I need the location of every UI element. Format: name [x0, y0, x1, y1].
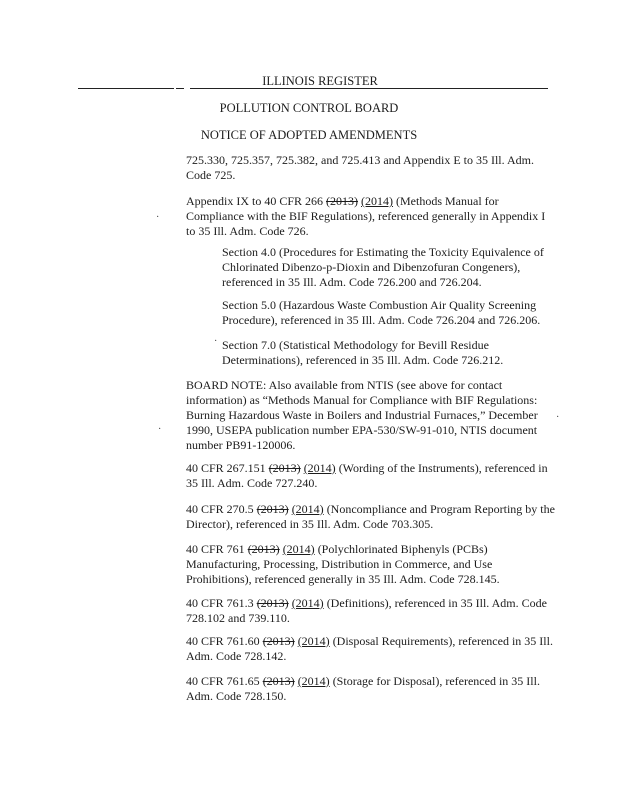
struck-year: (2013): [326, 194, 359, 208]
board-note: BOARD NOTE: Also available from NTIS (see above for contact information) as “Methods Manual for Compliance with BIF Regulations: Burning Hazardous Waste in Boilers and Industrial Furnaces,” December 1990, USEPA publication number EPA-530/SW-91-010, NTIS document number PB91-120006.: [186, 378, 538, 452]
paragraph-725: 725.330, 725.357, 725.382, and 725.413 and Appendix E to 35 Ill. Adm. Code 725.: [186, 153, 534, 182]
scan-speck: ·: [214, 336, 218, 347]
register-title: ILLINOIS REGISTER: [190, 74, 450, 89]
paragraph-761: 40 CFR 761 (2013) (2014) (Polychlorinated Biphenyls (PCBs) Manufacturing, Processing, Distribution in Commerce, and Use Prohibitions), referenced generally in 35 Ill. Adm. Code 728.145.: [186, 542, 500, 586]
scan-speck: ·: [556, 412, 560, 423]
new-year: (2014): [361, 194, 394, 208]
paragraph-761-3: 40 CFR 761.3 (2013) (2014) (Definitions), referenced in 35 Ill. Adm. Code 728.102 and 739.110.: [186, 596, 547, 625]
paragraph-appendix-ix: Appendix IX to 40 CFR 266 (2013) (2014) (Methods Manual for Compliance with the BIF Regulations), referenced generally in Appendix I to 35 Ill. Adm. Code 726.: [186, 194, 546, 238]
section-4: Section 4.0 (Procedures for Estimating the Toxicity Equivalence of Chlorinated Dibenzo-p-Dioxin and Dibenzofuran Congeners), referenced in 35 Ill. Adm. Code 726.200 and 726.204.: [222, 245, 544, 289]
header-rule-left: [78, 88, 174, 89]
scan-speck: ·: [158, 424, 162, 435]
scan-speck: ·: [156, 212, 160, 223]
paragraph-270-5: 40 CFR 270.5 (2013) (2014) (Noncompliance and Program Reporting by the Director), referenced in 35 Ill. Adm. Code 703.305.: [186, 502, 555, 531]
header-rule-right: [448, 88, 548, 89]
board-title: POLLUTION CONTROL BOARD: [219, 101, 399, 115]
section-7: Section 7.0 (Statistical Methodology for Bevill Residue Determinations), referenced in 35 Ill. Adm. Code 726.212.: [222, 338, 504, 367]
notice-title: NOTICE OF ADOPTED AMENDMENTS: [200, 128, 418, 142]
paragraph-761-60: 40 CFR 761.60 (2013) (2014) (Disposal Requirements), referenced in 35 Ill. Adm. Code 728.142.: [186, 634, 553, 663]
paragraph-761-65: 40 CFR 761.65 (2013) (2014) (Storage for Disposal), referenced in 35 Ill. Adm. Code 728.150.: [186, 674, 540, 703]
header-rule-left-segment: [176, 88, 184, 89]
section-5: Section 5.0 (Hazardous Waste Combustion Air Quality Screening Procedure), referenced in 35 Ill. Adm. Code 726.204 and 726.206.: [222, 298, 541, 327]
paragraph-267-151: 40 CFR 267.151 (2013) (2014) (Wording of the Instruments), referenced in 35 Ill. Adm. Code 727.240.: [186, 461, 548, 490]
